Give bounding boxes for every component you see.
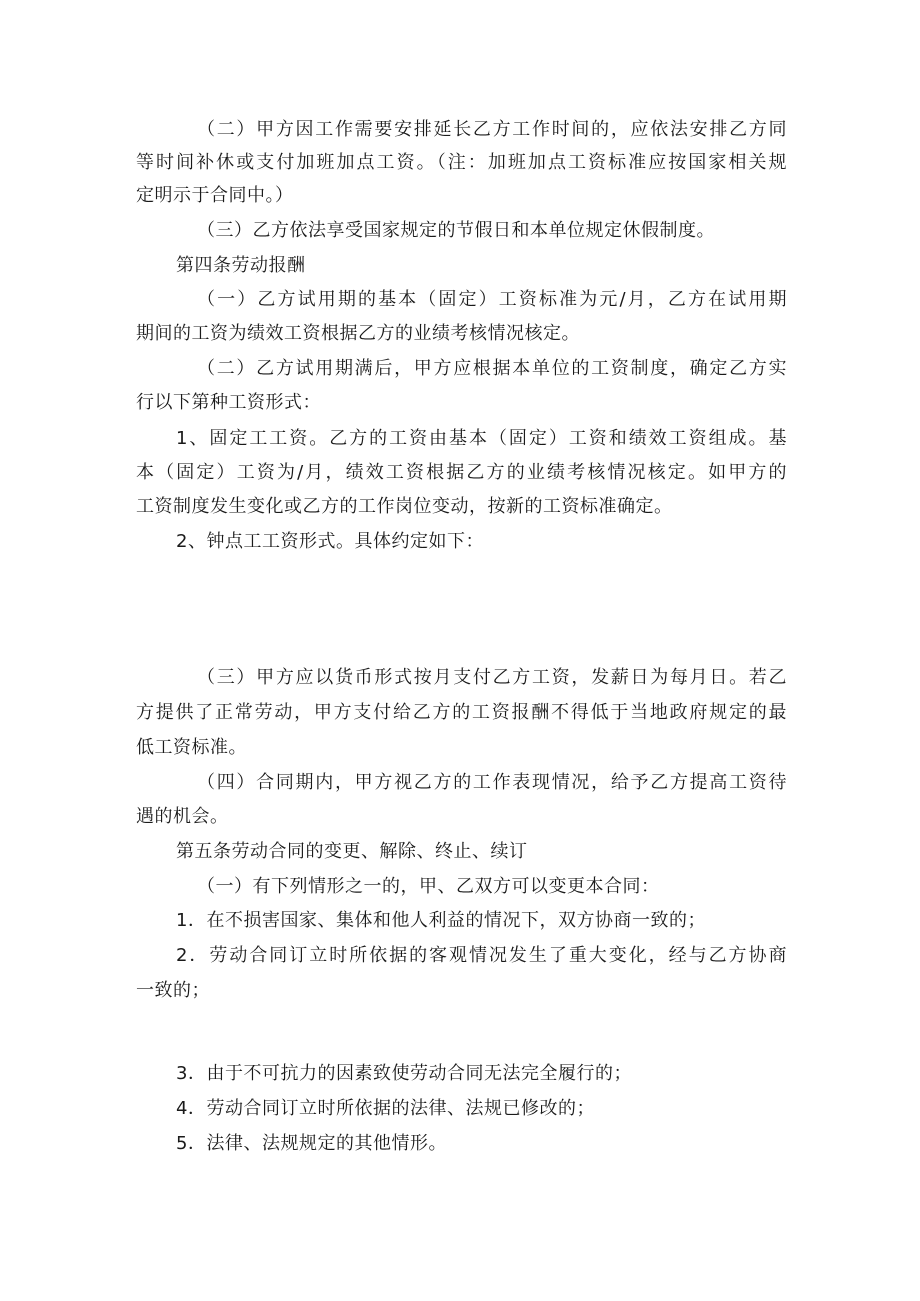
list-item: 4．劳动合同订立时所依据的法律、法规已修改的； (176, 1098, 595, 1119)
text-line: （三）乙方依法享受国家规定的节假日和本单位规定休假制度。 (197, 220, 715, 241)
text-line: 等时间补休或支付加班加点工资。（注：加班加点工资标准应按国家相关规 (136, 152, 787, 173)
text-line: 一致的； (136, 980, 210, 1001)
text-line: 2、钟点工工资形式。具体约定如下： (176, 531, 484, 552)
list-item: 5．法律、法规规定的其他情形。 (176, 1133, 447, 1154)
text-line: 本（固定）工资为/月，绩效工资根据乙方的业绩考核情况核定。如甲方的 (136, 462, 787, 483)
text-line: 方提供了正常劳动，甲方支付给乙方的工资报酬不得低于当地政府规定的最 (136, 702, 787, 723)
text-line: 遇的机会。 (136, 806, 229, 827)
list-item: 3．由于不可抗力的因素致使劳动合同无法完全履行的； (176, 1063, 632, 1084)
text-line: （二）甲方因工作需要安排延长乙方工作时间的，应依法安排乙方同 (197, 119, 787, 140)
list-item: 2．劳动合同订立时所依据的客观情况发生了重大变化，经与乙方协商 (176, 945, 787, 966)
text-line: 行以下第种工资形式： (136, 392, 321, 413)
text-line: （二）乙方试用期满后，甲方应根据本单位的工资制度，确定乙方实 (197, 358, 787, 379)
text-line: （一）乙方试用期的基本（固定）工资标准为元/月，乙方在试用期 (197, 289, 787, 310)
text-line: 工资制度发生变化或乙方的工作岗位变动，按新的工资标准确定。 (136, 496, 673, 517)
text-line: 定明示于合同中。） (136, 185, 294, 206)
list-item: 1．在不损害国家、集体和他人利益的情况下，双方协商一致的； (176, 910, 706, 931)
section-heading: 第四条劳动报酬 (176, 255, 306, 276)
text-line: （四）合同期内，甲方视乙方的工作表现情况，给予乙方提高工资待 (197, 772, 787, 793)
text-line: 期间的工资为绩效工资根据乙方的业绩考核情况核定。 (136, 323, 580, 344)
section-heading: 第五条劳动合同的变更、解除、终止、续订 (176, 841, 528, 862)
text-line: 1、固定工工资。乙方的工资由基本（固定）工资和绩效工资组成。基 (176, 428, 787, 449)
text-line: （一）有下列情形之一的，甲、乙双方可以变更本合同： (197, 876, 660, 897)
text-line: 低工资标准。 (136, 737, 247, 758)
text-line: （三）甲方应以货币形式按月支付乙方工资，发薪日为每月日。若乙 (197, 667, 787, 688)
